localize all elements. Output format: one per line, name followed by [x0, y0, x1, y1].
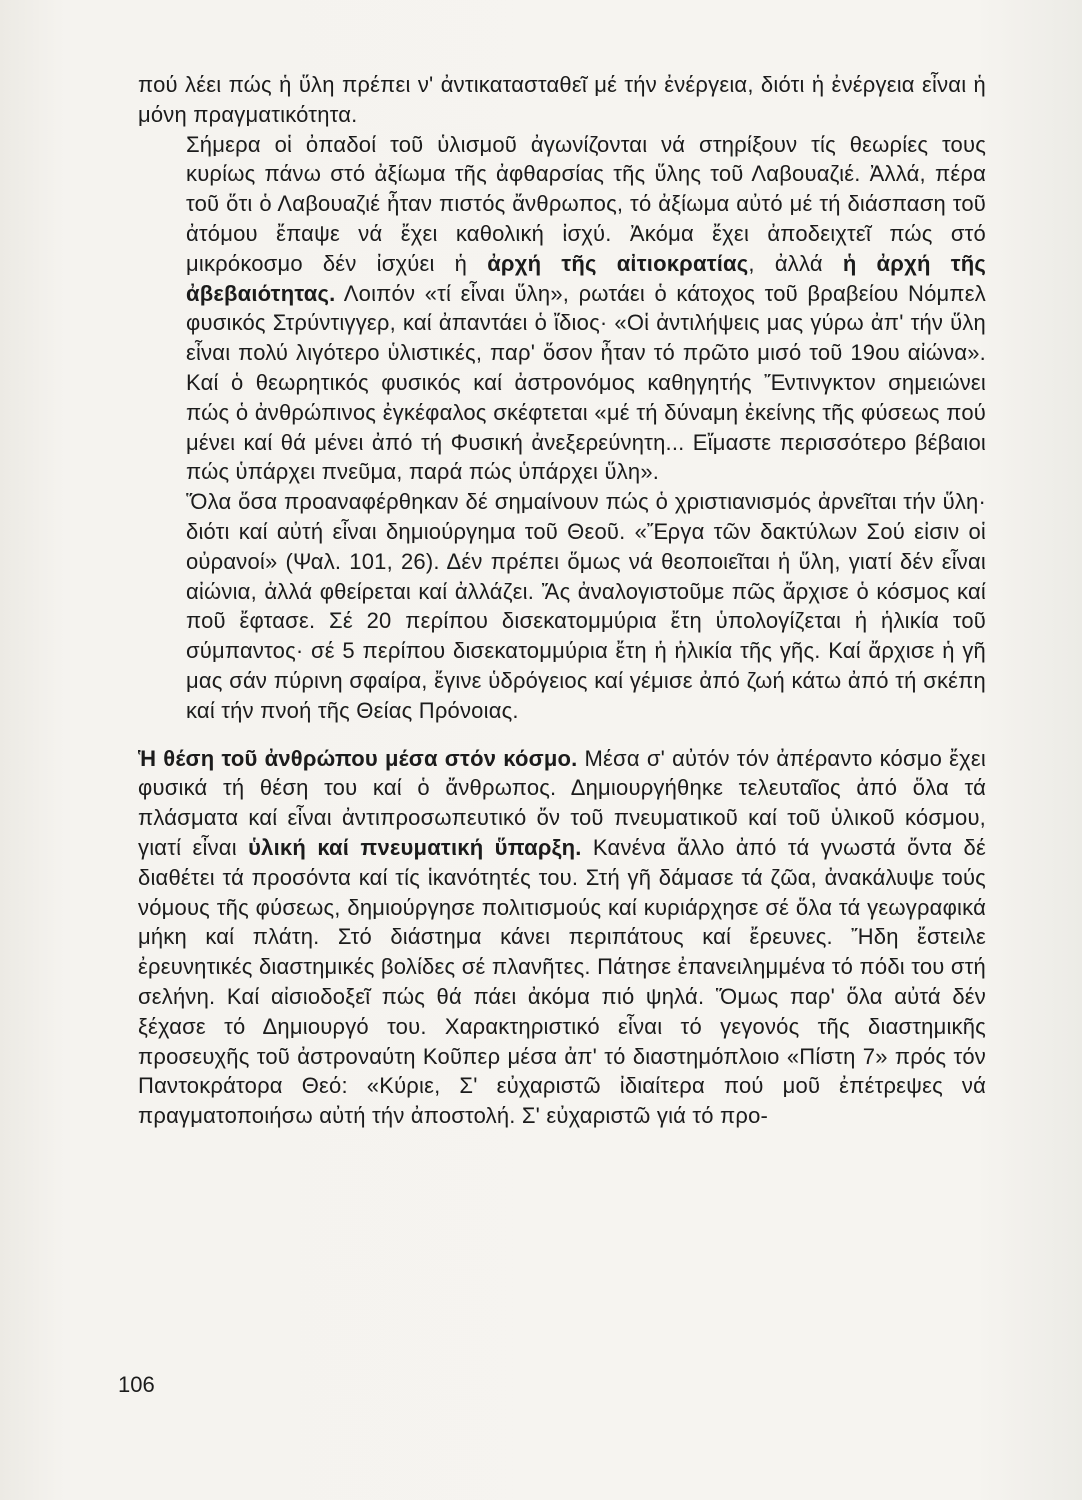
page-number: 106 [118, 1372, 155, 1397]
text-run: , ἀλλά [748, 250, 843, 276]
paragraph-4-section-human-place [138, 744, 986, 1131]
text-run: Ὅλα ὅσα προαναφέρθηκαν δέ σημαίνουν πώς ὁ χριστιανισμός ἀρνεῖται τήν ὕλη· διότι καί αὐτή εἶναι δημιούργημα τοῦ Θεοῦ. «Ἔργα τῶν δακτύλων Σού εἰσιν οἱ οὐρανοί» (Ψαλ. 101, 26). Δέν πρέπει ὅμως νά θεοποιεῖται ἡ ὕλη, γιατί δέν εἶναι αἰώνια, ἀλλά φθείρεται καί ἀλλάζει. Ἄς ἀναλογιστοῦμε πῶς ἄρχισε ὁ κόσμος καί ποῦ ἔφτασε. Σέ 20 περίπου δισεκατομμύρια ἔτη ὑπολογίζεται ἡ ἡλικία τοῦ σύμπαντος· σέ 5 περίπου δισεκατομμύρια ἔτη ἡ ἡλικία τῆς γῆς. Καί ἄρχισε ἡ γῆ μας σάν πύρινη σφαίρα, ἔγινε ὑδρόγειος καί γέμισε ἀπό ζωή κάτω ἀπό τή σκέπη καί τήν πνοή τῆς Θείας Πρόνοιας. [186, 489, 986, 723]
text-run: Λοιπόν «τί εἶναι ὕλη», ρωτάει ὁ κάτοχος τοῦ βραβείου Νόμπελ φυσικός Στρύντιγγερ, καί ἀπαντάει ὁ ἴδιος· «Οἱ ἀντιλήψεις μας γύρω ἀπ' τήν ὕλη εἶναι πολύ λιγότερο ὑλιστικές, παρ' ὅσον ἦταν τό πρῶτο μισό τοῦ 19ου αἰώνα». Καί ὁ θεωρητικός φυσικός καί ἀστρονόμος καθηγητής Ἔντινγκτον σημειώνει πώς ὁ ἀνθρώπινος ἐγκέφαλος σκέφτεται «μέ τή δύναμη ἐκείνης τῆς φύσεως πού μένει καί θά μένει ἀπό τή Φυσική ἀνεξερεύνητη... Εἴμαστε περισσότερο βέβαιοι πώς ὑπάρχει πνεῦμα, παρά πώς ὑπάρχει ὕλη». [186, 280, 986, 485]
bold-phrase: ἡ ἀρχή τῆς ἀβεβαιότητας. [186, 250, 986, 306]
text-run: Σήμερα οἱ ὀπαδοί τοῦ ὑλισμοῦ ἀγωνίζονται νά στηρίξουν τίς θεωρίες τους κυρίως πάνω στό ἀξίωμα τῆς ἀφθαρσίας τῆς ὕλης τοῦ Λαβουαζιέ. Ἀλλά, πέρα τοῦ ὅτι ὁ Λαβουαζιέ ἦταν πιστός ἄνθρωπος, τό ἀξίωμα αὐτό μέ τή διάσπαση τοῦ ἀτόμου ἔπαψε νά ἔχει καθολική ἰσχύ. Ἀκόμα ἔχει ἀποδειχτεῖ πώς στό μικρόκοσμο δέν ἰσχύει ἡ [186, 131, 986, 276]
body-text [138, 70, 986, 1131]
text-run: Μέσα σ' αὐτόν τόν ἀπέραντο κόσμο ἔχει φυσικά τή θέση του καί ὁ ἄνθρωπος. Δημιουργήθηκε τελευταῖος ἀπό ὅλα τά πλάσματα καί εἶναι ἀντιπροσωπευτικό ὄν τοῦ πνευματικοῦ καί τοῦ ὑλικοῦ κόσμου, γιατί εἶναι [138, 745, 986, 860]
text-run: πού λέει πώς ἡ ὕλη πρέπει ν' ἀντικατασταθεῖ μέ τήν ἐνέργεια, διότι ἡ ἐνέργεια εἶναι ἡ μόνη πραγματικότητα. [138, 72, 986, 127]
bold-phrase: ὑλική καί πνευματική ὕπαρξη. [248, 834, 582, 860]
text-run: Κανένα ἄλλο ἀπό τά γνωστά ὄντα δέ διαθέτει τά προσόντα καί τίς ἱκανότητές του. Στή γῆ δάμασε τά ζῶα, ἀνακάλυψε τούς νόμους τῆς φύσεως, δημιούργησε πολιτισμούς καί κυριάρχησε σέ ὅλα τά γεωγραφικά μήκη καί πλάτη. Στό διάστημα κάνει περιπάτους καί ἔρευνες. Ἤδη ἔστειλε ἐρευνητικές διαστημικές βολίδες σέ πλανῆτες. Πάτησε ἐπανειλημμένα τό πόδι του στή σελήνη. Καί αἰσιοδοξεῖ πώς θά πάει ἀκόμα πιό ψηλά. Ὅμως παρ' ὅλα αὐτά δέν ξέχασε τό Δημιουργό του. Χαρακτηριστικό εἶναι τό γεγονός τῆς διαστημικῆς προσευχῆς τοῦ ἀστροναύτη Κοῦπερ μέσα ἀπ' τό διαστημόπλοιο «Πίστη 7» πρός τόν Παντοκράτορα Θεό: «Κύριε, Σ' εὐχαριστῶ ἰδιαίτερα πού μοῦ ἐπέτρεψες νά πραγματοποιήσω αὐτή τήν ἀποστολή. Σ' εὐχαριστῶ γιά τό προ- [138, 834, 987, 1129]
paragraph-2 [138, 130, 986, 488]
paragraph-1 [138, 70, 986, 130]
bold-phrase: ἀρχή τῆς αἰτιοκρατίας [487, 250, 749, 276]
bold-phrase: Ἡ θέση τοῦ ἀνθρώπου μέσα στόν κόσμο. [138, 745, 578, 771]
paragraph-3 [138, 487, 986, 725]
